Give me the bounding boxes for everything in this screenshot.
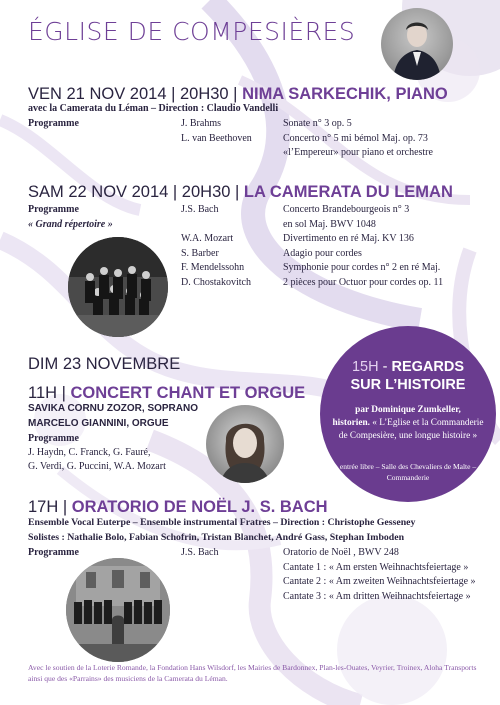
event1-header: VEN 21 NOV 2014 | 20H30 | NIMA SARKECHIK, PIANO (28, 85, 448, 103)
event4-header: 17H | ORATORIO DE NOËL J. S. BACH (28, 498, 328, 516)
event1-artist: NIMA SARKECHIK, PIANO (242, 85, 448, 103)
event3-performer: MARCELO GIANNINI, ORGUE (28, 418, 169, 429)
event2-composer: J.S. Bach (181, 204, 219, 215)
event4-program-label: Programme (28, 547, 79, 558)
event4-work: Cantate 2 : « Am zweiten Weihnachtsfeiertage » (283, 576, 476, 587)
side-time: 15H (351, 359, 379, 375)
event2-program-label: Programme (28, 204, 79, 215)
side-title-line1: REGARDS (391, 359, 464, 375)
pianist-photo (381, 8, 453, 80)
event2-work: Adagio pour cordes (283, 248, 362, 259)
footer-sponsors: Avec le soutien de la Loterie Romande, la Fondation Hans Wilsdorf, les Mairies de Bardonnex, Plan-les-Ouates, Veyrier, Troinex, Aloha Transports ainsi que des «Parrains» des musiciens de la Camerata du Léman. (28, 663, 477, 683)
side-speaker-role: historien. (332, 418, 370, 428)
side-description: « L’Eglise et la Commanderie de Compesière, une longue histoire » (338, 418, 484, 441)
history-talk-circle: 15H - REGARDS SUR L’HISTOIRE par Dominique Zumkeller, historien. « L’Eglise et la Commanderie de Compesière, une longue histoire » entrée libre – Salle des Chevaliers de Malte – Commanderie (320, 326, 496, 502)
event2-work: Divertimento en ré Maj. KV 136 (283, 233, 414, 244)
event2-artist: LA CAMERATA DU LEMAN (243, 183, 453, 201)
side-note: entrée libre – Salle des Chevaliers de Malte – Commanderie (339, 462, 477, 482)
event4-ensemble: Ensemble Vocal Euterpe – Ensemble instrumental Fratres – Direction : Christophe Gesseney (28, 517, 416, 528)
event3-program-line: G. Verdi, G. Puccini, W.A. Mozart (28, 461, 166, 472)
event4-time: 17H (28, 498, 59, 516)
event1-subtitle: avec la Camerata du Léman – Direction : Claudio Vandelli (28, 103, 279, 114)
event2-work: Concerto Brandebourgeois n° 3 (283, 204, 410, 215)
event2-composer: W.A. Mozart (181, 233, 234, 244)
event1-program-label: Programme (28, 118, 79, 129)
event3-time: 11H (28, 384, 58, 402)
event3-program-label: Programme (28, 433, 79, 444)
event2-work: en sol Maj. BWV 1048 (283, 219, 376, 230)
event4-soloists: Solistes : Nathalie Bolo, Fabian Schofrin, Tristan Blanchet, André Gass, Stephan Imboden (28, 532, 405, 543)
choir-photo (66, 558, 170, 662)
event2-program-subtitle: « Grand répertoire » (28, 219, 113, 230)
page-title: ÉGLISE DE COMPESIÈRES (28, 17, 356, 46)
event3-date: DIM 23 NOVEMBRE (28, 355, 181, 373)
event3-header: 11H | CONCERT CHANT ET ORGUE (28, 384, 306, 402)
orchestra-photo (68, 237, 168, 337)
event2-header: SAM 22 NOV 2014 | 20H30 | LA CAMERATA DU LEMAN (28, 183, 453, 201)
event2-work: Symphonie pour cordes n° 2 en ré Maj. (283, 262, 441, 273)
event2-date: SAM 22 NOV 2014 (28, 183, 169, 201)
side-title-line2: SUR L’HISTOIRE (350, 377, 466, 393)
event2-time: 20H30 (181, 183, 231, 201)
event1-time: 20H30 (179, 85, 229, 103)
event4-work: Cantate 3 : « Am dritten Weihnachtsfeiertage » (283, 591, 471, 602)
event4-composer: J.S. Bach (181, 547, 219, 558)
event4-work: Cantate 1 : « Am ersten Weihnachtsfeiertage » (283, 562, 469, 573)
event2-work: 2 pièces pour Octuor pour cordes op. 11 (283, 277, 444, 288)
event1-composer: L. van Beethoven (181, 133, 252, 144)
event2-composer: D. Chostakovitch (181, 277, 251, 288)
event1-work: «l’Empereur» pour piano et orchestre (283, 147, 433, 158)
event1-work: Sonate n° 3 op. 5 (283, 118, 352, 129)
event3-performer: SAVIKA CORNU ZOZOR, SOPRANO (28, 403, 199, 414)
event4-work: Oratorio de Noël , BWV 248 (283, 547, 399, 558)
event1-composer: J. Brahms (181, 118, 221, 129)
side-speaker: par Dominique Zumkeller, (355, 405, 461, 415)
event2-composer: S. Barber (181, 248, 219, 259)
event1-date: VEN 21 NOV 2014 (28, 85, 167, 103)
event1-work: Concerto n° 5 mi bémol Maj. op. 73 (283, 133, 428, 144)
event2-composer: F. Mendelssohn (181, 262, 245, 273)
event3-program-line: J. Haydn, C. Franck, G. Fauré, (28, 447, 151, 458)
event3-title: CONCERT CHANT ET ORGUE (70, 384, 306, 402)
event4-title: ORATORIO DE NOËL J. S. BACH (71, 498, 328, 516)
soprano-photo (206, 405, 284, 483)
